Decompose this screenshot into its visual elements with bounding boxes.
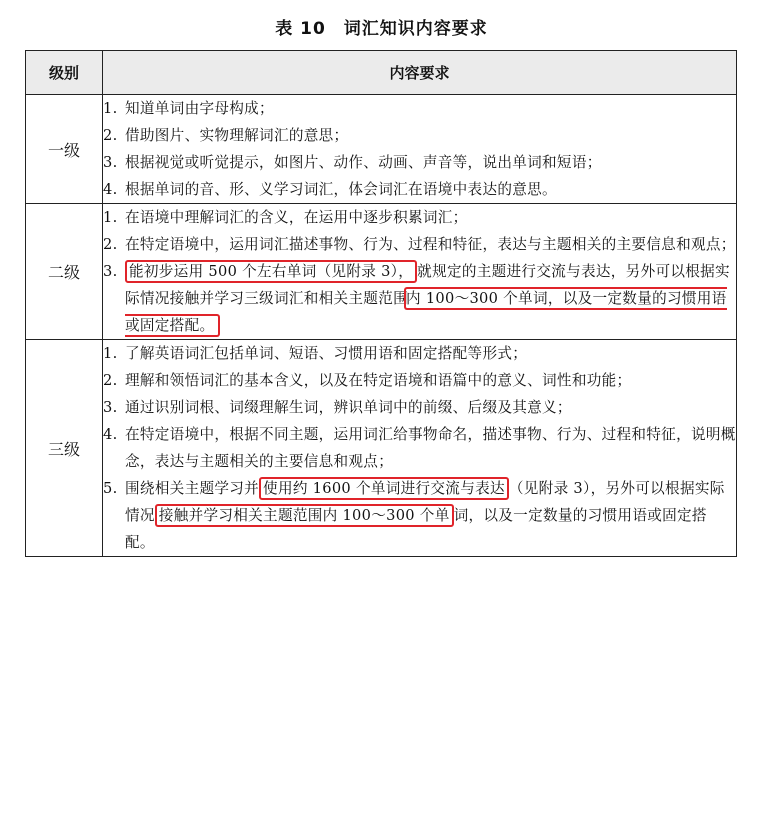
header-content: 内容要求 (103, 51, 737, 95)
item-number: 1. (103, 100, 118, 117)
item-text: 根据单词的音、形、义学习词汇，体会词汇在语境中表达的意思。 (125, 181, 557, 198)
list-item (103, 475, 736, 556)
item-text: 在特定语境中，运用词汇描述事物、行为、过程和特征，表达与主题相关的主要信息和观点； (125, 236, 736, 253)
item-number: 3. (103, 399, 118, 416)
table-row-level-1 (26, 95, 737, 204)
item-text: 借助图片、实物理解词汇的意思； (125, 127, 349, 144)
list-item (103, 149, 736, 176)
item-text: 了解英语词汇包括单词、短语、习惯用语和固定搭配等形式； (125, 345, 528, 362)
item-text: 根据视觉或听觉提示，如图片、动作、动画、声音等，说出单词和短语； (125, 154, 602, 171)
table-header-row (26, 51, 737, 95)
list-item (103, 231, 736, 258)
list-item (103, 394, 736, 421)
item-text-segment: 词，以及一定数量的习惯用语或固定搭配。 (125, 507, 707, 551)
table-row-level-3 (26, 340, 737, 557)
item-number: 2. (103, 372, 118, 389)
level-cell: 一级 (26, 95, 103, 204)
content-cell (103, 204, 737, 340)
highlight-box: 接触并学习相关主题范围内 100～300 个单 (155, 504, 454, 527)
item-number: 5. (103, 480, 118, 497)
highlight-box: 使用约 1600 个单词进行交流与表达 (259, 477, 509, 500)
item-number: 2. (103, 236, 118, 253)
item-text-segment: 围绕相关主题学习并 (125, 480, 260, 497)
table-row-level-2 (26, 204, 737, 340)
list-item (103, 421, 736, 475)
item-number: 3. (103, 263, 118, 280)
item-text (125, 258, 736, 339)
table-title (0, 14, 763, 39)
list-item (103, 340, 736, 367)
item-text: 在语境中理解词汇的含义，在运用中逐步积累词汇； (125, 209, 468, 226)
item-number: 4. (103, 181, 118, 198)
list-item (103, 176, 736, 203)
item-text-segment: 就规定的主题进行交流与表达，另外可以根据实际情况接触并学习三级词汇和相关主题范围 (125, 263, 730, 307)
item-text: 理解和领悟词汇的基本含义，以及在特定语境和语篇中的意义、词性和功能； (125, 372, 632, 389)
content-cell (103, 340, 737, 557)
item-text (125, 475, 736, 556)
item-text: 在特定语境中，根据不同主题，运用词汇给事物命名，描述事物、行为、过程和特征，说明概念，表达与主题相关的主要信息和观点； (125, 426, 736, 470)
list-item (103, 258, 736, 339)
table-number: 表 10 (275, 19, 326, 39)
item-text: 通过识别词根、词缀理解生词，辨识单词中的前缀、后缀及其意义； (125, 399, 572, 416)
item-number: 1. (103, 209, 118, 226)
item-number: 3. (103, 154, 118, 171)
content-cell (103, 95, 737, 204)
list-item (103, 204, 736, 231)
item-text-segment: （见附录 3），另外可以根据实际情况 (125, 480, 725, 524)
item-number: 4. (103, 426, 118, 443)
item-number: 1. (103, 345, 118, 362)
list-item (103, 122, 736, 149)
header-level: 级别 (26, 51, 103, 95)
highlight-box: 能初步运用 500 个左右单词（见附录 3）， (125, 260, 417, 283)
table-name: 词汇知识内容要求 (343, 19, 488, 39)
list-item (103, 367, 736, 394)
level-cell: 二级 (26, 204, 103, 340)
highlight-box: 内 100～300 个单词，以及一定数量的习惯用语或固定搭配。 (125, 287, 727, 337)
level-cell: 三级 (26, 340, 103, 557)
list-item (103, 95, 736, 122)
item-text: 知道单词由字母构成； (125, 100, 274, 117)
vocabulary-requirements-table (25, 50, 737, 557)
item-number: 2. (103, 127, 118, 144)
